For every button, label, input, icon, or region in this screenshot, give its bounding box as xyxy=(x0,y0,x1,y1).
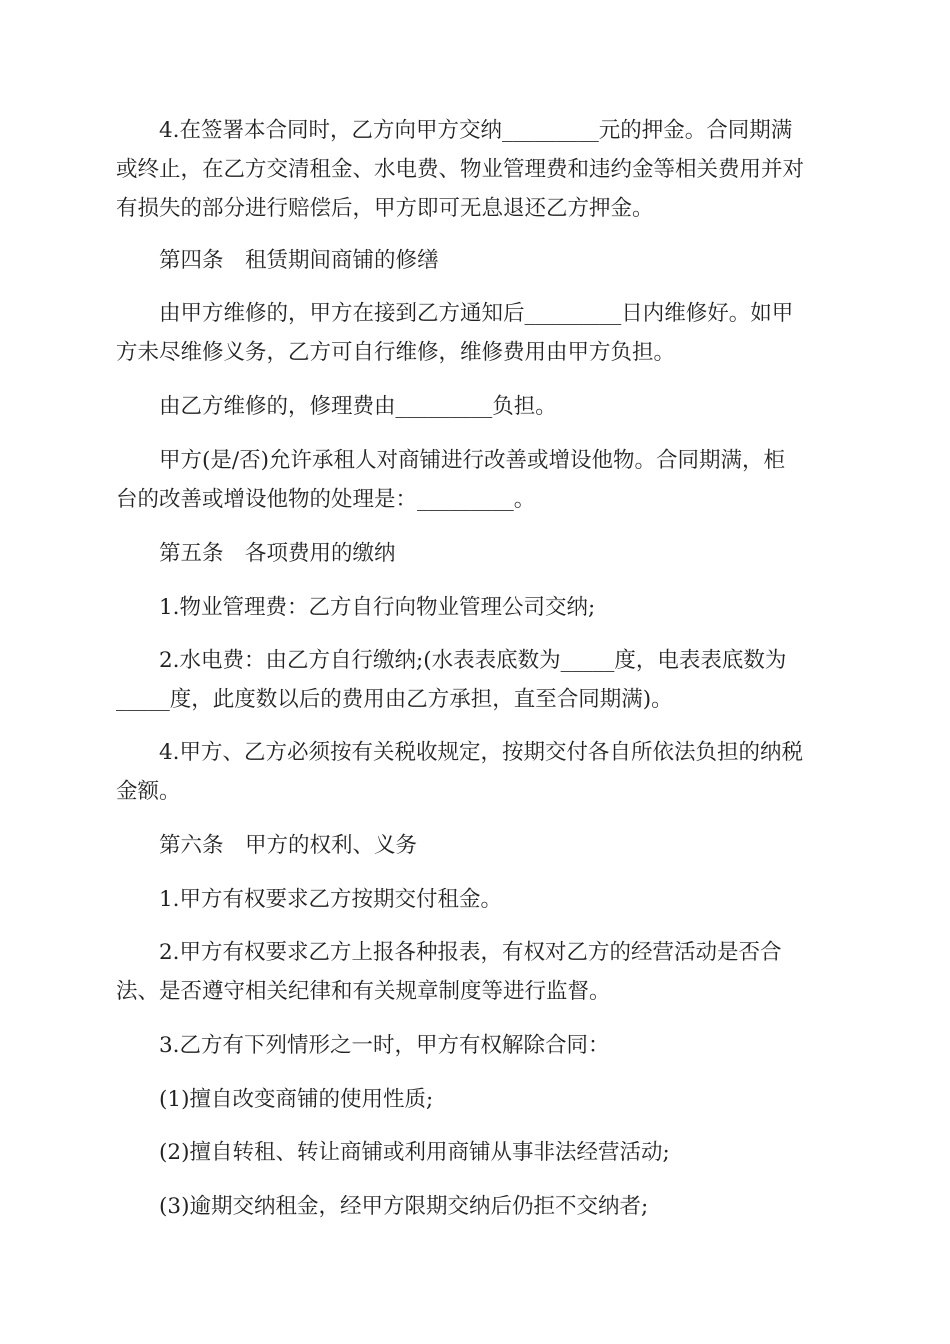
paragraph-improvements xyxy=(116,441,836,519)
text-line: 2.甲方有权要求乙方上报各种报表，有权对乙方的经营活动是否合 xyxy=(116,940,782,965)
paragraph-utilities xyxy=(116,641,836,719)
list-item xyxy=(116,1133,836,1172)
paragraph-taxes xyxy=(116,733,836,811)
paragraph-tenant-repair xyxy=(116,387,836,426)
text-line: (3)逾期交纳租金，经甲方限期交纳后仍拒不交纳者; xyxy=(116,1194,649,1219)
text-line: 2.水电费：由乙方自行缴纳;(水表表底数为_____度，电表表底数为 xyxy=(116,648,787,673)
list-item xyxy=(116,1187,836,1226)
heading-article-4 xyxy=(116,241,836,280)
text-line: 由甲方维修的，甲方在接到乙方通知后_________日内维修好。如甲 xyxy=(116,301,794,326)
heading-article-5 xyxy=(116,534,836,573)
text-line: 或终止，在乙方交清租金、水电费、物业管理费和违约金等相关费用并对 xyxy=(116,157,805,182)
text-line: 甲方(是/否)允许承租人对商铺进行改善或增设他物。合同期满，柜 xyxy=(116,448,786,473)
text-line: 3.乙方有下列情形之一时，甲方有权解除合同： xyxy=(116,1033,610,1058)
text-line: 台的改善或增设他物的处理是：_________。 xyxy=(116,487,536,512)
text-line: 1.物业管理费：乙方自行向物业管理公司交纳; xyxy=(116,595,596,620)
text-line: 4.在签署本合同时，乙方向甲方交纳_________元的押金。合同期满 xyxy=(116,118,793,143)
text-line: 法、是否遵守相关纪律和有关规章制度等进行监督。 xyxy=(116,979,611,1004)
paragraph-right-rent xyxy=(116,880,836,919)
text-line: (2)擅自转租、转让商铺或利用商铺从事非法经营活动; xyxy=(116,1140,670,1165)
text-line: _____度，此度数以后的费用由乙方承担，直至合同期满)。 xyxy=(116,687,673,712)
text-line: 有损失的部分进行赔偿后，甲方即可无息退还乙方押金。 xyxy=(116,196,654,221)
heading-article-6 xyxy=(116,826,836,865)
text-line: 4.甲方、乙方必须按有关税收规定，按期交付各自所依法负担的纳税 xyxy=(116,740,804,765)
text-line: 1.甲方有权要求乙方按期交付租金。 xyxy=(116,887,503,912)
text-line: 由乙方维修的，修理费由_________负担。 xyxy=(116,394,557,419)
text-line: 第四条 租赁期间商铺的修缮 xyxy=(116,248,439,273)
paragraph-right-supervise xyxy=(116,933,836,1011)
text-line: 方未尽维修义务，乙方可自行维修，维修费用由甲方负担。 xyxy=(116,340,676,365)
paragraph-termination xyxy=(116,1026,836,1065)
text-line: (1)擅自改变商铺的使用性质; xyxy=(116,1087,434,1112)
paragraph-landlord-repair xyxy=(116,294,836,372)
paragraph-property-fee xyxy=(116,588,836,627)
list-item xyxy=(116,1080,836,1119)
text-line: 金额。 xyxy=(116,779,181,804)
text-line: 第五条 各项费用的缴纳 xyxy=(116,541,396,566)
text-line: 第六条 甲方的权利、义务 xyxy=(116,833,418,858)
paragraph-deposit xyxy=(116,111,836,228)
